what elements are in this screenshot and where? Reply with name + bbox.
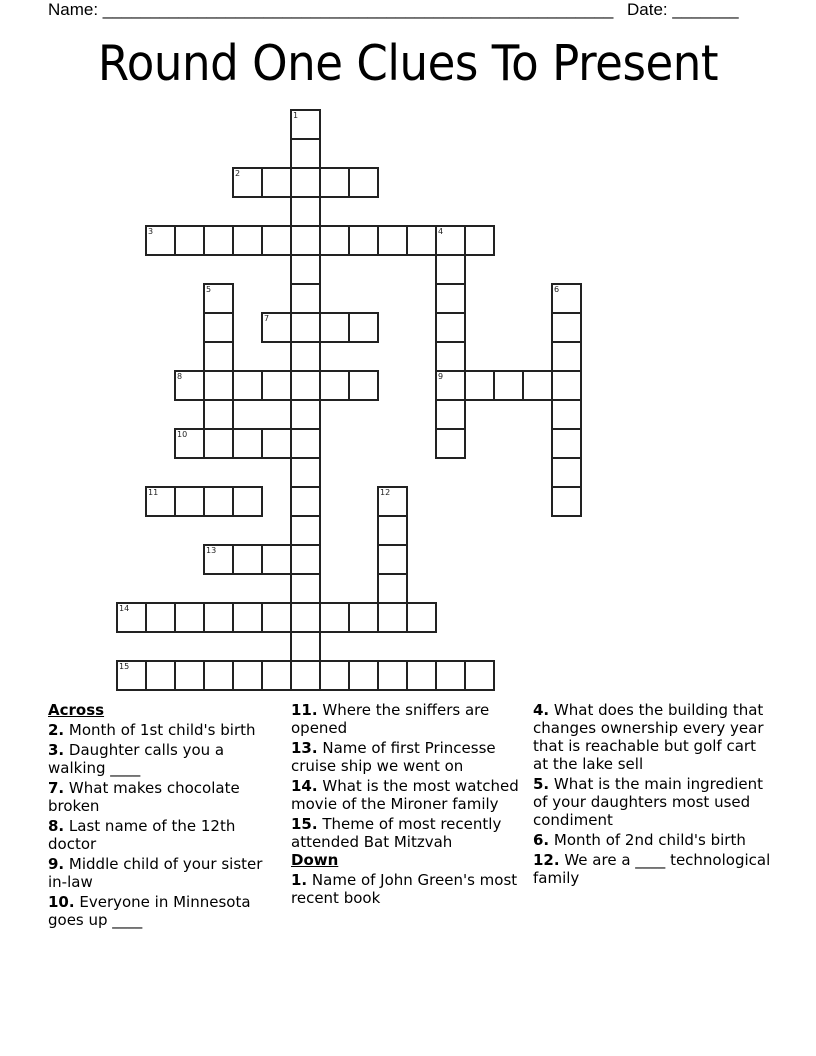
crossword-cell[interactable] <box>435 341 466 372</box>
clue-across-14 <box>291 777 521 813</box>
clue-text: Last name of the 12th doctor <box>48 817 236 853</box>
crossword-cell[interactable] <box>464 225 495 256</box>
crossword-cell[interactable] <box>290 602 321 633</box>
crossword-cell[interactable] <box>203 428 234 459</box>
crossword-cell[interactable] <box>232 660 263 691</box>
crossword-cell[interactable] <box>377 602 408 633</box>
crossword-cell[interactable] <box>203 312 234 343</box>
clue-text: Where the sniffers are opened <box>291 701 490 737</box>
clue-number: 6. <box>533 831 550 849</box>
crossword-cell[interactable] <box>290 283 321 314</box>
clue-number: 15. <box>291 815 318 833</box>
crossword-cell[interactable] <box>406 225 437 256</box>
crossword-cell[interactable] <box>319 660 350 691</box>
clue-text: Theme of most recently attended Bat Mitzvah <box>291 815 502 851</box>
clue-number: 12. <box>533 851 560 869</box>
crossword-cell[interactable] <box>290 370 321 401</box>
cell-number: 5 <box>206 285 212 294</box>
clue-number: 7. <box>48 779 65 797</box>
crossword-cell[interactable] <box>290 138 321 169</box>
crossword-cell[interactable] <box>377 515 408 546</box>
crossword-cell[interactable] <box>203 225 234 256</box>
clue-number: 14. <box>291 777 318 795</box>
cell-number: 7 <box>264 314 270 323</box>
crossword-cell[interactable] <box>145 602 176 633</box>
crossword-cell[interactable] <box>290 254 321 285</box>
crossword-cell[interactable] <box>261 428 292 459</box>
crossword-cell[interactable] <box>290 399 321 430</box>
crossword-cell[interactable] <box>348 312 379 343</box>
clue-text: Daughter calls you a walking ____ <box>48 741 225 777</box>
crossword-cell[interactable] <box>319 602 350 633</box>
cell-number: 6 <box>554 285 560 294</box>
cell-number: 9 <box>438 372 444 381</box>
crossword-cell[interactable] <box>551 341 582 372</box>
cell-number: 10 <box>177 430 188 439</box>
crossword-cell[interactable] <box>261 602 292 633</box>
crossword-cell[interactable] <box>261 225 292 256</box>
crossword-cell[interactable] <box>435 312 466 343</box>
clue-number: 2. <box>48 721 65 739</box>
crossword-cell[interactable] <box>319 167 350 198</box>
clue-across-15 <box>291 815 521 851</box>
crossword-cell[interactable] <box>406 602 437 633</box>
clue-across-9 <box>48 855 278 891</box>
clue-across-10 <box>48 893 278 929</box>
crossword-cell[interactable] <box>377 486 408 517</box>
clue-text: What is the most watched movie of the Mironer family <box>291 777 519 813</box>
crossword-cell[interactable] <box>377 544 408 575</box>
clue-text: Month of 2nd child's birth <box>553 831 746 849</box>
clue-across-8 <box>48 817 278 853</box>
clue-text: Month of 1st child's birth <box>68 721 256 739</box>
cell-number: 12 <box>380 488 391 497</box>
crossword-cell[interactable] <box>116 660 147 691</box>
clue-number: 10. <box>48 893 75 911</box>
clue-down-4 <box>533 701 773 773</box>
crossword-cell[interactable] <box>551 312 582 343</box>
clue-number: 9. <box>48 855 65 873</box>
cell-number: 13 <box>206 546 217 555</box>
clue-down-6 <box>533 831 773 849</box>
crossword-cell[interactable] <box>232 486 263 517</box>
crossword-cell[interactable] <box>290 631 321 662</box>
crossword-cell[interactable] <box>377 660 408 691</box>
crossword-cell[interactable] <box>290 428 321 459</box>
clue-text: What does the building that changes ownership every year that is reachable but golf cart at the lake sell <box>533 701 764 773</box>
cell-number: 8 <box>177 372 183 381</box>
crossword-cell[interactable] <box>551 428 582 459</box>
crossword-cell[interactable] <box>522 370 553 401</box>
crossword-cell[interactable] <box>290 457 321 488</box>
across-heading: Across <box>48 701 105 719</box>
cell-number: 3 <box>148 227 154 236</box>
clue-number: 4. <box>533 701 550 719</box>
crossword-cell[interactable] <box>290 225 321 256</box>
crossword-cell[interactable] <box>232 225 263 256</box>
cell-number: 11 <box>148 488 159 497</box>
clue-across-3 <box>48 741 278 777</box>
crossword-cell[interactable] <box>116 602 147 633</box>
clue-text: Name of first Princesse cruise ship we went on <box>291 739 496 775</box>
crossword-cell[interactable] <box>435 399 466 430</box>
crossword-cell[interactable] <box>319 312 350 343</box>
date-field-label: Date: _______ <box>627 0 739 19</box>
crossword-cell[interactable] <box>232 370 263 401</box>
crossword-cell[interactable] <box>232 544 263 575</box>
crossword-cell[interactable] <box>203 486 234 517</box>
clue-number: 1. <box>291 871 308 889</box>
crossword-cell[interactable] <box>319 370 350 401</box>
crossword-cell[interactable] <box>174 428 205 459</box>
crossword-cell[interactable] <box>203 660 234 691</box>
crossword-cell[interactable] <box>435 370 466 401</box>
crossword-cell[interactable] <box>435 660 466 691</box>
clue-number: 13. <box>291 739 318 757</box>
crossword-cell[interactable] <box>290 486 321 517</box>
crossword-cell[interactable] <box>203 602 234 633</box>
crossword-cell[interactable] <box>435 283 466 314</box>
down-heading: Down <box>291 851 339 869</box>
crossword-cell[interactable] <box>551 283 582 314</box>
crossword-cell[interactable] <box>145 486 176 517</box>
crossword-cell[interactable] <box>232 167 263 198</box>
crossword-cell[interactable] <box>406 660 437 691</box>
crossword-cell[interactable] <box>290 573 321 604</box>
clue-number: 11. <box>291 701 318 719</box>
crossword-cell[interactable] <box>290 196 321 227</box>
crossword-cell[interactable] <box>261 167 292 198</box>
crossword-cell[interactable] <box>464 370 495 401</box>
crossword-cell[interactable] <box>348 660 379 691</box>
name-field-label: Name: ______________________________________________________ <box>48 0 614 19</box>
crossword-cell[interactable] <box>203 370 234 401</box>
clue-across-2 <box>48 721 278 739</box>
crossword-cell[interactable] <box>145 660 176 691</box>
crossword-cell[interactable] <box>290 167 321 198</box>
crossword-cell[interactable] <box>174 602 205 633</box>
clue-down-5 <box>533 775 773 829</box>
crossword-cell[interactable] <box>232 602 263 633</box>
crossword-cell[interactable] <box>348 167 379 198</box>
clue-text: Middle child of your sister in-law <box>48 855 263 891</box>
crossword-cell[interactable] <box>348 602 379 633</box>
cell-number: 4 <box>438 227 444 236</box>
crossword-cell[interactable] <box>348 225 379 256</box>
clues-column-3 <box>533 701 773 889</box>
crossword-cell[interactable] <box>290 660 321 691</box>
crossword-cell[interactable] <box>290 341 321 372</box>
crossword-cell[interactable] <box>377 225 408 256</box>
crossword-cell[interactable] <box>435 428 466 459</box>
clue-across-11 <box>291 701 521 737</box>
crossword-cell[interactable] <box>232 428 263 459</box>
crossword-cell[interactable] <box>290 544 321 575</box>
crossword-cell[interactable] <box>203 341 234 372</box>
cell-number: 14 <box>119 604 130 613</box>
crossword-cell[interactable] <box>261 312 292 343</box>
crossword-cell[interactable] <box>435 225 466 256</box>
crossword-cell[interactable] <box>551 457 582 488</box>
page-title: Round One Clues To Present <box>97 35 719 92</box>
clues-column-1 <box>48 701 278 931</box>
crossword-cell[interactable] <box>174 370 205 401</box>
crossword-cell[interactable] <box>551 370 582 401</box>
crossword-cell[interactable] <box>203 283 234 314</box>
cell-number: 15 <box>119 662 130 671</box>
clue-text: What is the main ingredient of your daughters most used condiment <box>533 775 764 829</box>
clue-down-1 <box>291 871 521 907</box>
crossword-cell[interactable] <box>551 486 582 517</box>
crossword-cell[interactable] <box>377 573 408 604</box>
cell-number: 2 <box>235 169 241 178</box>
clue-text: Name of John Green's most recent book <box>291 871 518 907</box>
crossword-cell[interactable] <box>464 660 495 691</box>
crossword-cell[interactable] <box>261 544 292 575</box>
clue-text: What makes chocolate broken <box>48 779 240 815</box>
clue-number: 5. <box>533 775 550 793</box>
crossword-cell[interactable] <box>174 660 205 691</box>
crossword-cell[interactable] <box>493 370 524 401</box>
crossword-cell[interactable] <box>348 370 379 401</box>
clue-across-7 <box>48 779 278 815</box>
crossword-cell[interactable] <box>203 544 234 575</box>
crossword-cell[interactable] <box>290 515 321 546</box>
clues-column-2 <box>291 701 521 909</box>
clue-number: 3. <box>48 741 65 759</box>
cell-number: 1 <box>293 111 299 120</box>
clue-down-12 <box>533 851 773 887</box>
crossword-cell[interactable] <box>145 225 176 256</box>
clue-text: Everyone in Minnesota goes up ____ <box>48 893 251 929</box>
clue-across-13 <box>291 739 521 775</box>
crossword-cell[interactable] <box>290 109 321 140</box>
crossword-cell[interactable] <box>290 312 321 343</box>
clue-number: 8. <box>48 817 65 835</box>
crossword-cell[interactable] <box>174 225 205 256</box>
crossword-cell[interactable] <box>174 486 205 517</box>
crossword-cell[interactable] <box>435 254 466 285</box>
clue-text: We are a ____ technological family <box>533 851 771 887</box>
crossword-cell[interactable] <box>261 660 292 691</box>
crossword-cell[interactable] <box>203 399 234 430</box>
crossword-cell[interactable] <box>261 370 292 401</box>
crossword-cell[interactable] <box>551 399 582 430</box>
crossword-cell[interactable] <box>319 225 350 256</box>
